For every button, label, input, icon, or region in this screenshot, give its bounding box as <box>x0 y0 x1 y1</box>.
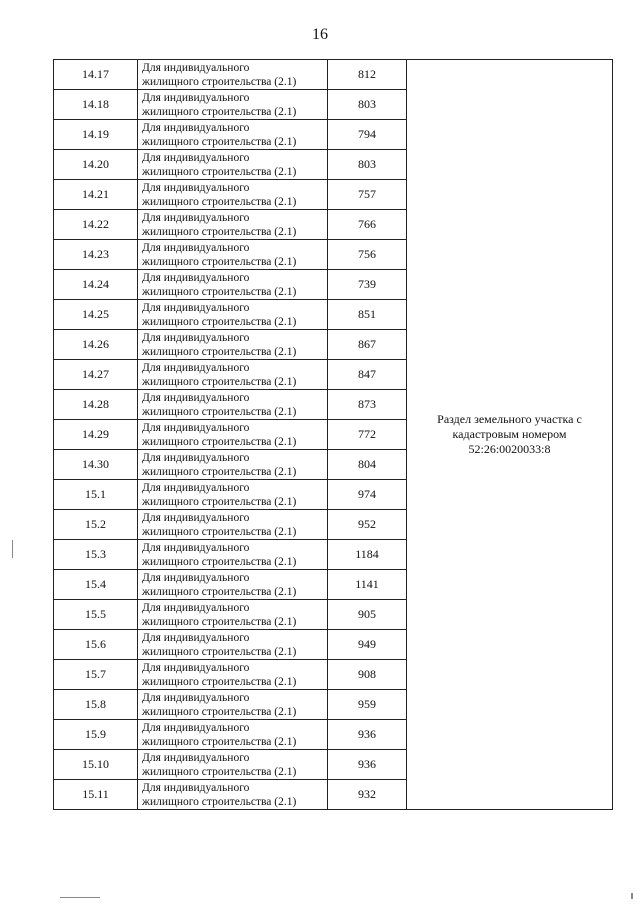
land-use-cell <box>138 210 328 240</box>
land-use-line1: Для индивидуального <box>142 331 250 344</box>
area-cell: 851 <box>328 300 407 330</box>
page-number: 16 <box>312 26 328 43</box>
area-cell: 739 <box>328 270 407 300</box>
land-use-line2: жилищного строительства (2.1) <box>142 465 297 478</box>
land-use-cell <box>138 240 328 270</box>
plot-number-cell: 15.5 <box>54 600 138 630</box>
land-plots-table <box>53 59 613 810</box>
area-cell: 756 <box>328 240 407 270</box>
land-use-line1: Для индивидуального <box>142 661 250 674</box>
land-use-line1: Для индивидуального <box>142 451 250 464</box>
area-cell: 804 <box>328 450 407 480</box>
plot-number-cell: 14.26 <box>54 330 138 360</box>
land-use-line1: Для индивидуального <box>142 601 250 614</box>
plot-number-cell: 15.11 <box>54 780 138 810</box>
land-use-cell <box>138 540 328 570</box>
area-cell: 959 <box>328 690 407 720</box>
land-use-line2: жилищного строительства (2.1) <box>142 315 297 328</box>
note-line3: 52:26:0020033:8 <box>468 442 551 456</box>
land-use-line2: жилищного строительства (2.1) <box>142 165 297 178</box>
land-use-cell <box>138 570 328 600</box>
land-use-cell <box>138 180 328 210</box>
land-use-line1: Для индивидуального <box>142 421 250 434</box>
plot-number-cell: 15.4 <box>54 570 138 600</box>
plot-number-cell: 15.1 <box>54 480 138 510</box>
land-use-cell <box>138 90 328 120</box>
land-use-line2: жилищного строительства (2.1) <box>142 675 297 688</box>
land-use-line2: жилищного строительства (2.1) <box>142 255 297 268</box>
area-cell: 772 <box>328 420 407 450</box>
land-use-cell <box>138 390 328 420</box>
land-use-cell <box>138 150 328 180</box>
land-use-cell <box>138 420 328 450</box>
land-use-line1: Для индивидуального <box>142 121 250 134</box>
land-use-cell <box>138 330 328 360</box>
land-use-line2: жилищного строительства (2.1) <box>142 555 297 568</box>
land-use-line2: жилищного строительства (2.1) <box>142 75 297 88</box>
land-use-line1: Для индивидуального <box>142 241 250 254</box>
area-cell: 1184 <box>328 540 407 570</box>
land-use-line2: жилищного строительства (2.1) <box>142 105 297 118</box>
land-use-line2: жилищного строительства (2.1) <box>142 645 297 658</box>
land-use-line1: Для индивидуального <box>142 301 250 314</box>
plot-number-cell: 14.22 <box>54 210 138 240</box>
table-body <box>54 60 613 810</box>
note-line2: кадастровым номером <box>452 427 567 441</box>
land-use-line1: Для индивидуального <box>142 211 250 224</box>
land-use-line1: Для индивидуального <box>142 271 250 284</box>
land-use-line2: жилищного строительства (2.1) <box>142 435 297 448</box>
area-cell: 766 <box>328 210 407 240</box>
land-use-line1: Для индивидуального <box>142 91 250 104</box>
land-use-line2: жилищного строительства (2.1) <box>142 495 297 508</box>
land-use-line2: жилищного строительства (2.1) <box>142 405 297 418</box>
plot-number-cell: 15.7 <box>54 660 138 690</box>
land-use-line1: Для индивидуального <box>142 721 250 734</box>
land-use-cell <box>138 630 328 660</box>
area-cell: 803 <box>328 90 407 120</box>
land-use-cell <box>138 780 328 810</box>
area-cell: 936 <box>328 750 407 780</box>
note-line1: Раздел земельного участка с <box>437 412 582 426</box>
land-use-line1: Для индивидуального <box>142 751 250 764</box>
plot-number-cell: 15.8 <box>54 690 138 720</box>
land-use-line2: жилищного строительства (2.1) <box>142 135 297 148</box>
table-row <box>54 60 613 90</box>
land-use-cell <box>138 450 328 480</box>
land-use-line2: жилищного строительства (2.1) <box>142 285 297 298</box>
plot-number-cell: 14.25 <box>54 300 138 330</box>
scan-bottom-mark <box>60 897 100 898</box>
scan-margin-mark <box>12 540 13 558</box>
area-cell: 873 <box>328 390 407 420</box>
plot-number-cell: 14.28 <box>54 390 138 420</box>
land-use-line1: Для индивидуального <box>142 691 250 704</box>
plot-number-cell: 14.20 <box>54 150 138 180</box>
land-use-line2: жилищного строительства (2.1) <box>142 795 297 808</box>
area-cell: 794 <box>328 120 407 150</box>
plot-number-cell: 15.6 <box>54 630 138 660</box>
plot-number-cell: 14.18 <box>54 90 138 120</box>
area-cell: 905 <box>328 600 407 630</box>
scan-corner-mark <box>631 893 633 899</box>
land-use-cell <box>138 660 328 690</box>
plot-number-cell: 15.3 <box>54 540 138 570</box>
note-cell <box>407 60 613 810</box>
plot-number-cell: 14.19 <box>54 120 138 150</box>
land-use-line2: жилищного строительства (2.1) <box>142 765 297 778</box>
land-use-line1: Для индивидуального <box>142 541 250 554</box>
land-use-cell <box>138 690 328 720</box>
plot-number-cell: 14.30 <box>54 450 138 480</box>
land-use-line2: жилищного строительства (2.1) <box>142 195 297 208</box>
area-cell: 949 <box>328 630 407 660</box>
plot-number-cell: 14.29 <box>54 420 138 450</box>
area-cell: 936 <box>328 720 407 750</box>
land-use-line1: Для индивидуального <box>142 181 250 194</box>
plot-number-cell: 14.21 <box>54 180 138 210</box>
plot-number-cell: 14.17 <box>54 60 138 90</box>
plot-number-cell: 14.24 <box>54 270 138 300</box>
land-use-line2: жилищного строительства (2.1) <box>142 585 297 598</box>
land-use-cell <box>138 60 328 90</box>
land-use-cell <box>138 270 328 300</box>
land-use-line1: Для индивидуального <box>142 781 250 794</box>
area-cell: 867 <box>328 330 407 360</box>
land-use-cell <box>138 300 328 330</box>
land-use-cell <box>138 480 328 510</box>
land-use-line1: Для индивидуального <box>142 61 250 74</box>
land-use-line2: жилищного строительства (2.1) <box>142 705 297 718</box>
land-use-line2: жилищного строительства (2.1) <box>142 225 297 238</box>
land-use-cell <box>138 600 328 630</box>
area-cell: 952 <box>328 510 407 540</box>
land-use-line1: Для индивидуального <box>142 361 250 374</box>
plot-number-cell: 14.23 <box>54 240 138 270</box>
land-use-line2: жилищного строительства (2.1) <box>142 525 297 538</box>
land-use-line1: Для индивидуального <box>142 151 250 164</box>
area-cell: 932 <box>328 780 407 810</box>
land-use-line1: Для индивидуального <box>142 571 250 584</box>
plot-number-cell: 14.27 <box>54 360 138 390</box>
land-use-line1: Для индивидуального <box>142 511 250 524</box>
plot-number-cell: 15.10 <box>54 750 138 780</box>
area-cell: 1141 <box>328 570 407 600</box>
land-use-cell <box>138 120 328 150</box>
land-use-line2: жилищного строительства (2.1) <box>142 735 297 748</box>
land-use-line1: Для индивидуального <box>142 391 250 404</box>
area-cell: 757 <box>328 180 407 210</box>
land-use-line1: Для индивидуального <box>142 481 250 494</box>
land-use-line1: Для индивидуального <box>142 631 250 644</box>
area-cell: 847 <box>328 360 407 390</box>
plot-number-cell: 15.2 <box>54 510 138 540</box>
area-cell: 908 <box>328 660 407 690</box>
land-use-cell <box>138 720 328 750</box>
area-cell: 974 <box>328 480 407 510</box>
land-use-line2: жилищного строительства (2.1) <box>142 615 297 628</box>
land-use-cell <box>138 360 328 390</box>
land-use-cell <box>138 750 328 780</box>
land-use-line2: жилищного строительства (2.1) <box>142 375 297 388</box>
plot-number-cell: 15.9 <box>54 720 138 750</box>
area-cell: 803 <box>328 150 407 180</box>
land-use-line2: жилищного строительства (2.1) <box>142 345 297 358</box>
land-use-cell <box>138 510 328 540</box>
area-cell: 812 <box>328 60 407 90</box>
